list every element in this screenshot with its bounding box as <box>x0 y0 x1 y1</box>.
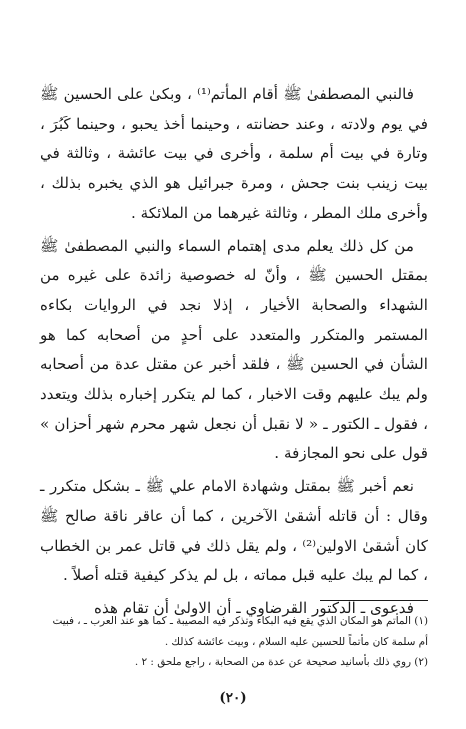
paragraph-4: فدعوى ـ الدكتور القرضاوي ـ أن الاولىٰ أن تقام هذه <box>94 598 414 617</box>
page-number: (٢٠) <box>219 690 247 706</box>
paragraph-1: فالنبي المصطفىٰ ﷺ أقام المأتم⁽¹⁾ ، وبكىٰ على الحسين ﷺ في يوم ولادته ، وعند حضانته ، وحينما أخذ يحبو ، وحينما كَبُرَ ، وتارة في بيت أم سلمة ، وأخرى في بيت عائشة ، وثالثة في بيت زينب بنت جحش ، ومرة جبرائيل هو الذي يخبره بذلك ، وأخرى ملك المطر ، وثالثة غيرهما من الملائكة . <box>40 85 428 222</box>
paragraph-2: من كل ذلك يعلم مدى إهتمام السماء والنبي المصطفىٰ ﷺ بمقتل الحسين ﷺ ، وأنّ له خصوصية زائدة على غيره من الشهداء والصحابة الأخيار ، إذلا نجد في الروايات بكاءه المستمر والمتكرر والمتعدد على أحدٍ من أصحابه كما هو الشأن في الحسين ﷺ ، فلقد أخبر عن مقتل عدة من أصحابه ولم يبك عليهم وقت الاخبار ، كما لم يتكرر إخباره بذلك ويتعدد ، فقول ـ الكتور ـ « لا نقبل أن نجعل شهر محرم شهر أحزان » قول على نحو المجازفة . <box>40 236 428 463</box>
main-text <box>40 80 428 627</box>
paragraph-3: نعم أخبر ﷺ بمقتل وشهادة الامام علي ﷺ ـ بشكل متكرر ـ وقال : أن قاتله أشقىٰ الآخرين ، كما أن عاقر ناقة صالح ﷺ كان أشقىٰ الاولين⁽²⁾ ، ولم يقل ذلك في قاتل عمر بن الخطاب ، كما لم يبك عليه قبل مماته ، بل لم يذكر كيفية قتله أصلاً . <box>40 477 428 585</box>
footnote-divider <box>320 600 428 601</box>
footnotes <box>40 611 428 673</box>
footnote-1: (١) المأتم هو المكان الذي يقع فيه البكاء وتذكر فيه المصيبة ـ كما هو عند العرب ـ ، فبيت أم سلمة كان مأتماً للحسين عليه السلام ، وبيت عائشة كذلك . <box>52 615 428 648</box>
footnote-2: (٢) روي ذلك بأسانيد صحيحة عن عدة من الصحابة ، راجع ملحق : ٢ . <box>134 656 428 668</box>
